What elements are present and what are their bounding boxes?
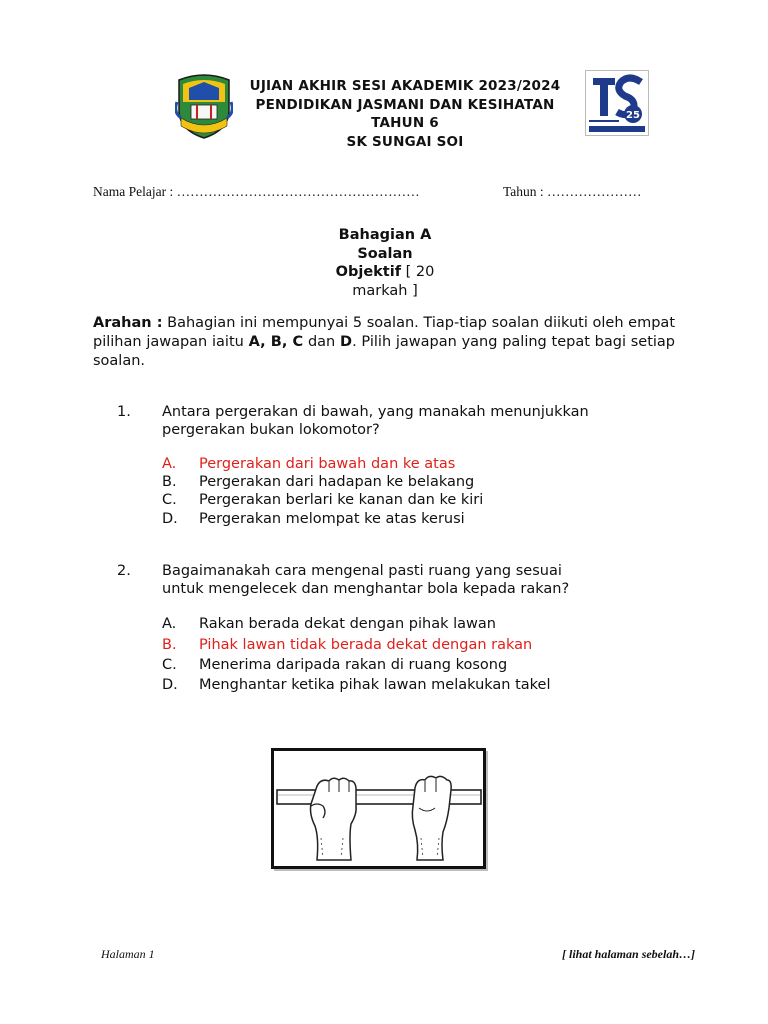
svg-text:25: 25 <box>626 110 640 121</box>
school-crest-logo <box>175 72 233 140</box>
year-level: TAHUN 6 <box>371 115 439 131</box>
section-title: Bahagian A <box>338 227 432 243</box>
option-text[interactable]: Pihak lawan tidak berada dekat dengan rakan <box>199 637 533 653</box>
question-number: 2. <box>117 563 131 579</box>
option-text[interactable]: Menghantar ketika pihak lawan melakukan takel <box>199 677 551 693</box>
option-text[interactable]: Pergerakan melompat ke atas kerusi <box>199 511 465 527</box>
option-letter[interactable]: B. <box>162 637 177 653</box>
option-letter[interactable]: D. <box>162 677 178 693</box>
instructions-label: Arahan : <box>93 315 163 331</box>
year-field: Tahun : ………………… <box>503 184 642 199</box>
school-name: SK SUNGAI SOI <box>346 133 464 150</box>
section-marks: [ 20 <box>401 264 435 280</box>
subject-title: PENDIDIKAN JASMANI DAN KESIHATAN <box>255 96 555 113</box>
section-heading <box>300 226 470 300</box>
option-letter[interactable]: A. <box>162 616 177 632</box>
question-text: pergerakan bukan lokomotor? <box>162 422 380 438</box>
hands-gripping-bar-illustration <box>271 748 490 873</box>
option-text[interactable]: Rakan berada dekat dengan pihak lawan <box>199 616 496 632</box>
question-text: untuk mengelecek dan menghantar bola kepada rakan? <box>162 581 570 597</box>
instructions: Arahan : Bahagian ini mempunyai 5 soalan. Tiap-tiap soalan diikuti oleh empat pilihan jawapan iaitu A, B, C dan D. Pilih jawapan yang paling tepat bagi setiap soalan. <box>93 315 676 369</box>
next-page-note: [ lihat halaman sebelah…] <box>562 947 696 961</box>
student-name-field: Nama Pelajar : ……………………………………………… <box>93 184 420 199</box>
section-marks-end: markah ] <box>352 282 418 299</box>
exam-header <box>230 77 580 151</box>
option-letter[interactable]: C. <box>162 657 177 673</box>
option-text[interactable]: Pergerakan dari bawah dan ke atas <box>199 456 456 472</box>
option-letter[interactable]: C. <box>162 492 177 508</box>
question-text: Bagaimanakah cara mengenal pasti ruang yang sesuai <box>162 563 562 579</box>
section-type: Objektif <box>335 264 402 280</box>
option-text[interactable]: Pergerakan dari hadapan ke belakang <box>199 474 475 490</box>
question-number: 1. <box>117 404 131 420</box>
option-text[interactable]: Menerima daripada rakan di ruang kosong <box>199 657 508 673</box>
option-letter[interactable]: A. <box>162 456 177 472</box>
ts25-emblem-logo <box>585 70 649 136</box>
option-letter[interactable]: B. <box>162 474 177 490</box>
exam-title: UJIAN AKHIR SESI AKADEMIK 2023/2024 <box>249 78 561 94</box>
section-subtitle: Soalan <box>357 245 413 262</box>
option-letter[interactable]: D. <box>162 511 178 527</box>
question-text: Antara pergerakan di bawah, yang manakah menunjukkan <box>162 404 589 420</box>
page-number: Halaman 1 <box>101 947 155 961</box>
option-text[interactable]: Pergerakan berlari ke kanan dan ke kiri <box>199 492 484 508</box>
